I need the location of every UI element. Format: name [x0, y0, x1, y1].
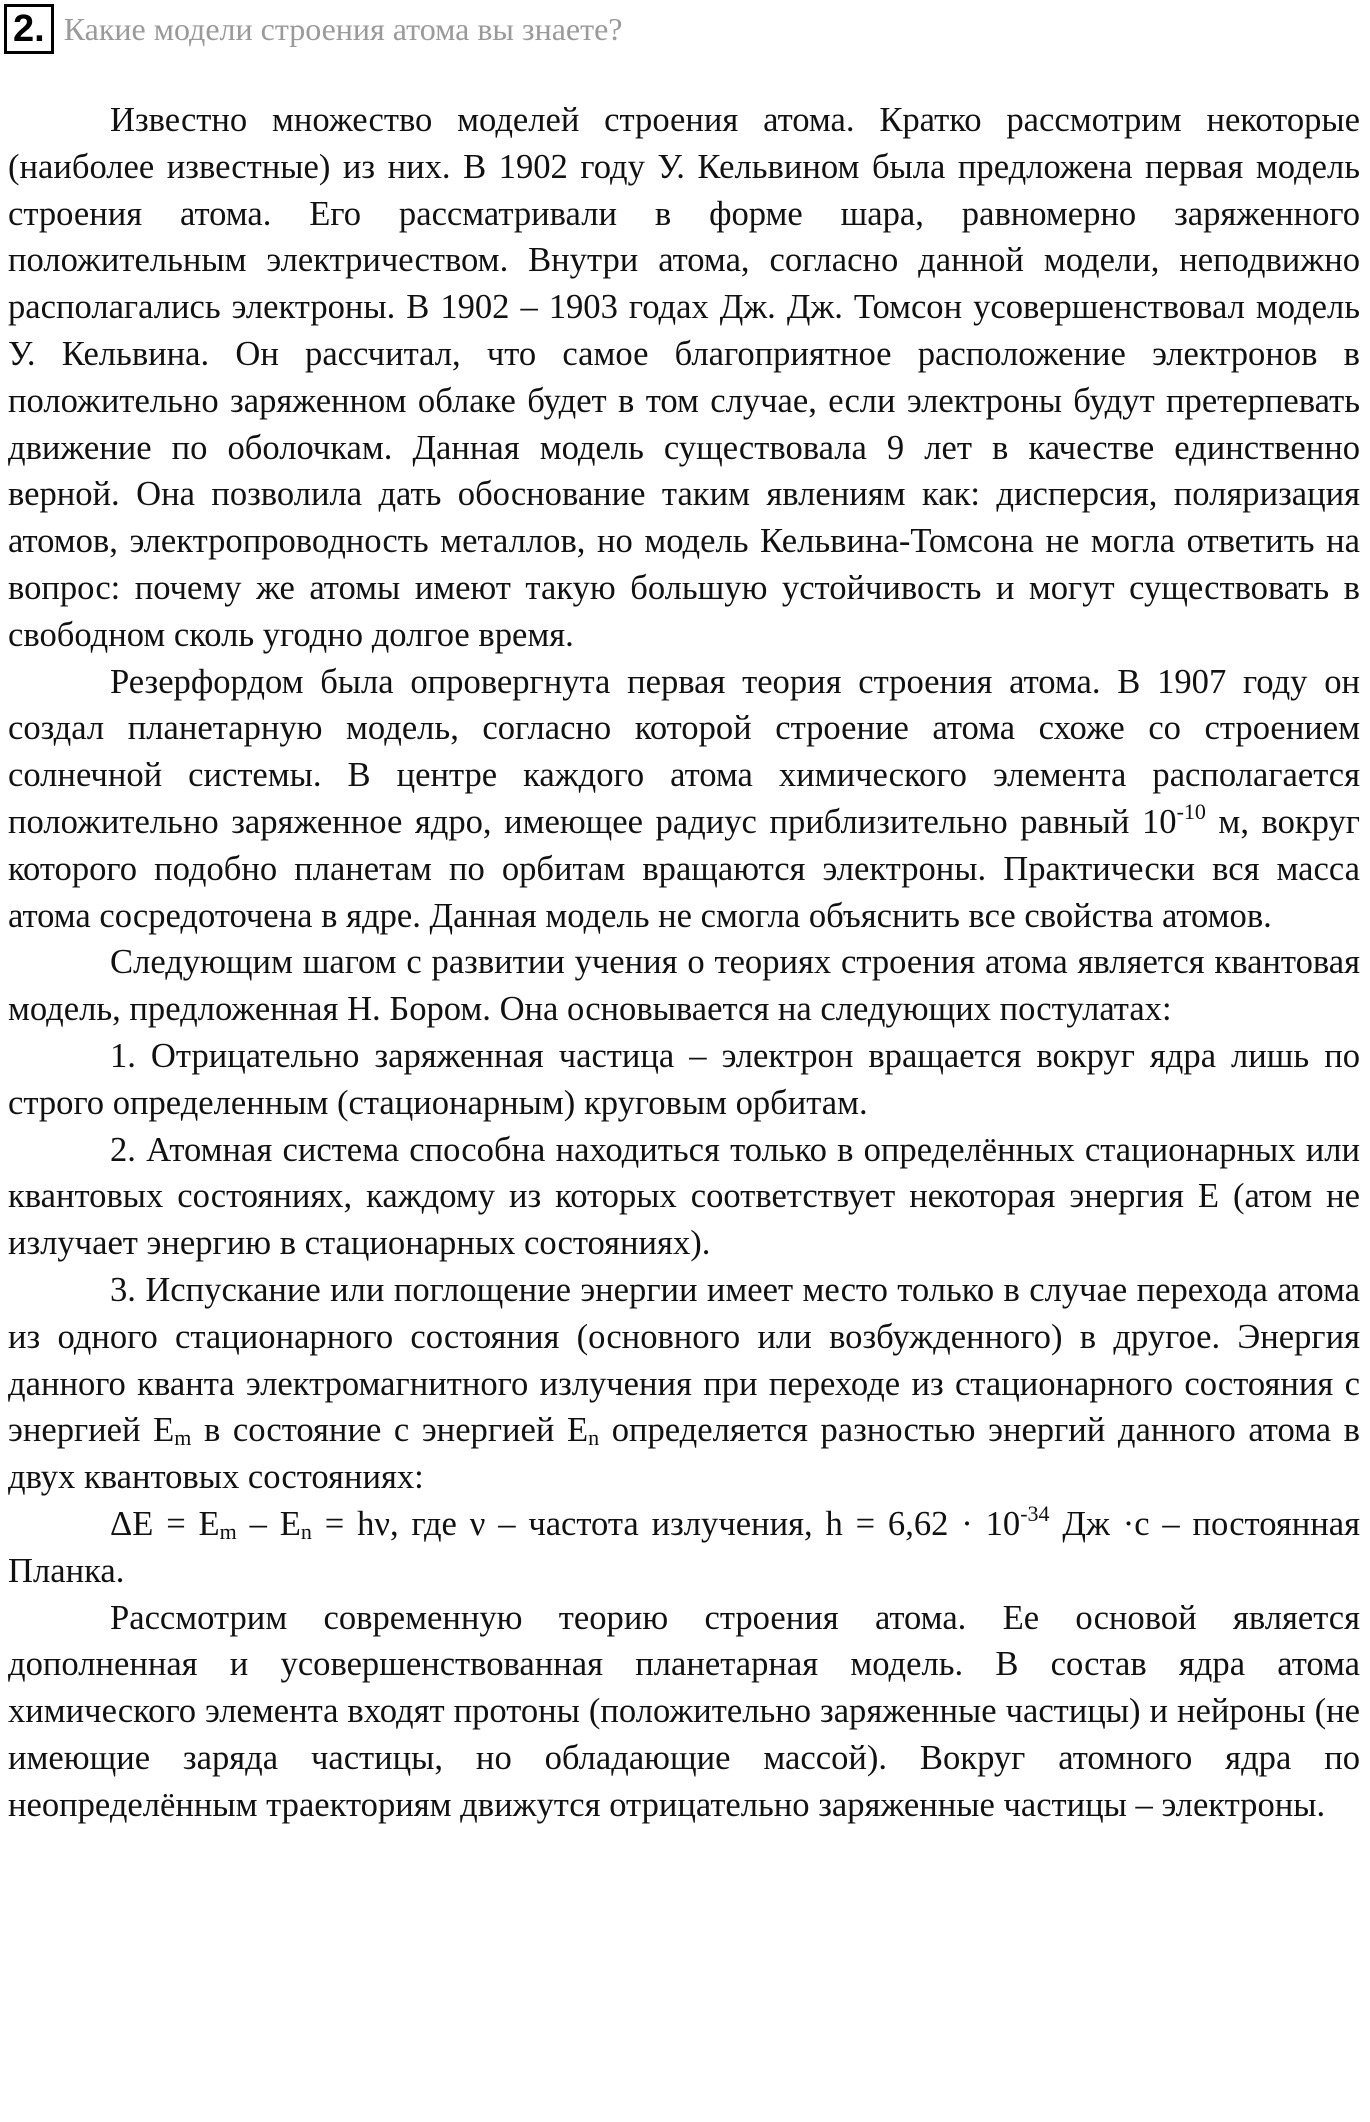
- subscript: n: [300, 1518, 312, 1544]
- subscript: m: [174, 1425, 192, 1451]
- energy-formula: [8, 1501, 1360, 1595]
- paragraph-modern-theory: Рассмотрим современную теорию строения атома. Ее основой является дополненная и усовершенствованная планетарная модель. В состав ядра атома химического элемента входят протоны (положительно заряженные частицы) и нейроны (не имеющие заряда частицы, но обладающие массой). Вокруг атомного ядра по неопределённым траекториям движутся отрицательно заряженные частицы – электроны.: [8, 1598, 1360, 1824]
- paragraph-text: м, вокруг которого подобно планетам по орбитам вращаются электроны. Практически вся масса атома сосредоточена в ядре. Данная модель не смогла объяснить все свойства атомов.: [8, 802, 1360, 935]
- subscript: m: [219, 1518, 237, 1544]
- formula-text: Дж ·с – постоянная Планка.: [8, 1504, 1360, 1590]
- subscript: n: [588, 1425, 600, 1451]
- paragraph-text: в состояние с энергией Е: [191, 1411, 589, 1450]
- answer-text: [8, 97, 1360, 1828]
- postulate-3: [8, 1267, 1360, 1501]
- formula-text: ΔЕ = Е: [110, 1504, 220, 1543]
- paragraph-text: определяется разностью энергий данного атома в двух квантовых состояниях:: [8, 1411, 1360, 1497]
- formula-text: – Е: [236, 1504, 301, 1543]
- question-header: [4, 4, 622, 54]
- question-number: 2.: [4, 4, 54, 54]
- exponent: -34: [1020, 1500, 1050, 1526]
- question-title: Какие модели строения атома вы знаете?: [63, 10, 623, 47]
- formula-text: = hν, где ν – частота излучения, h = 6,62 · 10: [311, 1504, 1021, 1543]
- paragraph-text: Резерфордом была опровергнута первая теория строения атома. В 1907 году он создал планетарную модель, согласно которой строение атома схоже со строением солнечной системы. В центре каждого атома химического элемента располагается положительно заряженное ядро, имеющее радиус приблизительно равный 10: [8, 662, 1360, 841]
- paragraph-kelvin-thomson: Известно множество моделей строения атома. Кратко рассмотрим некоторые (наиболее известные) из них. В 1902 году У. Кельвином была предложена первая модель строения атома. Его рассматривали в форме шара, равномерно заряженного положительным электричеством. Внутри атома, согласно данной модели, неподвижно располагались электроны. В 1902 – 1903 годах Дж. Дж. Томсон усовершенствовал модель У. Кельвина. Он рассчитал, что самое благоприятное расположение электронов в положительно заряженном облаке будет в том случае, если электроны будут претерпевать движение по оболочкам. Данная модель существовала 9 лет в качестве единственно верной. Она позволила дать обоснование таким явлениям как: дисперсия, поляризация атомов, электропроводность металлов, но модель Кельвина-Томсона не могла ответить на вопрос: почему же атомы имеют такую большую устойчивость и могут существовать в свободном сколь угодно долгое время.: [8, 101, 1360, 654]
- paragraph-bohr-intro: Следующим шагом с развитии учения о теориях строения атома является квантовая модель, предложенная Н. Бором. Она основывается на следующих постулатах:: [8, 943, 1360, 1029]
- exponent: -10: [1176, 798, 1206, 824]
- postulate-2: 2. Атомная система способна находиться только в определённых стационарных или квантовых состояниях, каждому из которых соответствует некоторая энергия Е (атом не излучает энергию в стационарных состояниях).: [8, 1130, 1360, 1263]
- paragraph-text: 3. Испускание или поглощение энергии имеет место только в случае перехода атома из одного стационарного состояния (основного или возбужденного) в другое. Энергия данного кванта электромагнитного излучения при переходе из стационарного состояния с энергией Е: [8, 1270, 1360, 1450]
- postulate-1: 1. Отрицательно заряженная частица – электрон вращается вокруг ядра лишь по строго определенным (стационарным) круговым орбитам.: [8, 1036, 1360, 1122]
- paragraph-rutherford: [8, 659, 1360, 940]
